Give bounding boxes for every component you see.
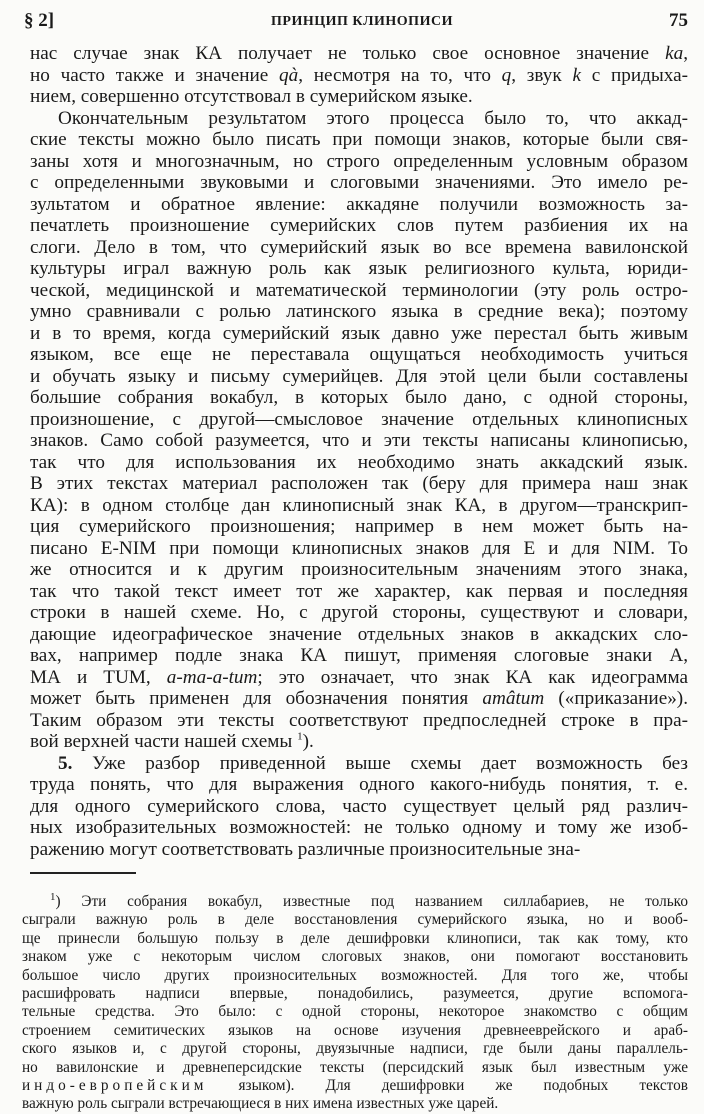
text-line — [22, 890, 688, 911]
text-line — [30, 237, 688, 259]
text-segment: но вавилонские и древнеперсидские тексты (персидский язык был известным уже — [22, 1058, 688, 1076]
text-line — [22, 1095, 688, 1113]
text-line — [30, 194, 688, 216]
text-segment: языком, все еще не переставала ощущаться необходимость учиться — [30, 344, 688, 365]
text-line — [22, 1040, 688, 1058]
text-segment: важную роль сыграли встречающиеся в них имена известных уже царей. — [22, 1095, 499, 1113]
text-line — [30, 172, 688, 194]
text-line — [30, 215, 688, 237]
text-line — [30, 581, 688, 603]
text-segment: с придыха- — [580, 64, 688, 86]
italic-term: a-ma-a-tum — [166, 666, 258, 688]
text-segment: труда понять, что для выражения одного какого-нибудь понятия, т. е. — [30, 774, 688, 795]
running-title: ПРИНЦИП КЛИНОПИСИ — [271, 14, 453, 29]
text-line — [30, 86, 688, 108]
text-segment: и в то время, когда сумерийский язык давно уже перестал быть живым — [30, 322, 688, 344]
text-line — [30, 108, 688, 130]
text-line — [30, 387, 688, 409]
text-line — [30, 366, 688, 388]
text-segment: ). — [302, 731, 314, 752]
text-line — [30, 710, 688, 732]
main-text — [30, 43, 688, 860]
text-line — [22, 1077, 688, 1095]
text-line — [30, 731, 688, 753]
text-line — [22, 1022, 688, 1040]
italic-term: ka — [665, 43, 684, 64]
text-segment: ; это означает, что знак КА как идеограмма — [257, 666, 689, 688]
text-segment: ческой, медицинской и математической терминологии (эту роль остро- — [30, 279, 688, 301]
text-segment: знаков. Само собой разумеется, что и эти тексты написаны клинописью, — [30, 430, 688, 451]
text-segment: сыграли важную роль в деле восстановления сумерийского языка, но и вооб- — [22, 911, 688, 929]
footnote-reference: 1 — [50, 890, 56, 903]
footnote-divider — [30, 872, 136, 874]
text-line — [30, 280, 688, 302]
text-segment: 5. — [58, 752, 73, 774]
text-line — [30, 43, 688, 65]
text-segment: культуры играл важную роль как язык религиозного культа, юриди- — [30, 258, 688, 279]
text-segment: печатлеть произношение сумерийских слов путем разбиения их на — [30, 215, 688, 236]
text-line — [30, 301, 688, 323]
text-line — [30, 774, 688, 796]
text-line — [30, 645, 688, 667]
text-line — [30, 688, 688, 710]
text-segment: языком). Для дешифровки же подобных текстов — [207, 1076, 688, 1094]
text-line — [22, 1059, 688, 1077]
text-segment: нием, совершенно отсутствовал в сумерийском языке. — [30, 86, 473, 107]
text-line — [30, 839, 688, 861]
text-line — [30, 323, 688, 345]
text-segment: , несмотря на то, что — [298, 64, 502, 86]
text-line — [30, 538, 688, 560]
text-segment: слоги. Дело в том, что сумерийский язык во все времена вавилонской — [30, 236, 688, 258]
text-segment: КА): в одном столбце дан клинописный знак КА, в другом—транскрип- — [30, 494, 688, 516]
text-segment: может быть применен для обозначения понятия — [30, 688, 483, 709]
text-line — [30, 667, 688, 689]
text-line — [30, 796, 688, 818]
text-segment: ражению могут соответствовать различные произносительные зна- — [30, 838, 581, 860]
text-segment: же относится и к другим произносительным значениям этого знака, — [30, 559, 688, 580]
italic-term: amâtum — [482, 688, 545, 709]
text-segment: и обучать языку и письму сумерийцев. Для этой цели были составлены — [30, 365, 688, 387]
text-line — [30, 129, 688, 151]
text-segment: строением семитических языков на основе изучения древнееврейского и араб- — [22, 1021, 688, 1039]
page-number: 75 — [669, 10, 688, 31]
text-segment: ных изобразительных возможностей: не только одному и тому же изоб- — [30, 817, 688, 838]
italic-term: qà — [279, 64, 299, 86]
text-segment: индо-европейским — [22, 1076, 208, 1094]
text-line — [22, 911, 688, 929]
text-segment: вой верхней части нашей схемы — [30, 731, 298, 752]
text-line — [30, 258, 688, 280]
text-segment: расшифровать надписи впервые, понадобились, разумеется, другие вспомога- — [22, 984, 688, 1002]
text-line — [30, 452, 688, 474]
text-segment: нас случае знак КА получает не только свое основное значение — [30, 43, 666, 64]
text-segment: знаком уже с некоторым числом слоговых знаков, они помогают восстановить — [22, 948, 688, 966]
text-segment: ще принесли большую пользу в деле дешифровки клинописи, так как тому, кто — [22, 929, 688, 947]
text-segment: ция сумерийского произношения; например в нем может быть на- — [30, 516, 688, 537]
text-segment: писано E-NIM при помощи клинописных знаков для E и для NIM. То — [30, 537, 688, 559]
footnote — [22, 890, 688, 1114]
text-segment: большое число других произносительных возможностей. Для того же, чтобы — [22, 966, 688, 984]
section-marker: § 2] — [24, 10, 55, 31]
italic-term: k — [572, 64, 581, 86]
text-line — [30, 430, 688, 452]
text-segment: Уже разбор приведенной выше схемы дает возможность без — [72, 752, 688, 774]
text-segment: заны хотя и многозначным, но строго определенным условным образом — [30, 150, 688, 172]
text-segment: дающие идеографическое значение отдельных знаков в аккадских сло- — [30, 623, 688, 645]
text-line — [22, 985, 688, 1003]
text-line — [30, 344, 688, 366]
text-line — [30, 473, 688, 495]
text-line — [30, 516, 688, 538]
text-segment: но часто также и значение — [30, 64, 280, 86]
text-line — [30, 624, 688, 646]
italic-term: q — [501, 64, 512, 86]
text-line — [30, 817, 688, 839]
text-segment: для одного сумерийского слова, часто существует целый ряд различ- — [30, 795, 688, 817]
text-segment: произношение, с другой—смысловое значение отдельных клинописных — [30, 408, 688, 430]
text-segment: вах, например подле знака КА пишут, применяя слоговые знаки A, — [30, 645, 688, 666]
text-segment: строки в нашей схеме. Но, с другой стороны, существуют и словари, — [30, 602, 688, 623]
text-segment: с определенными звуковыми и слоговыми значениями. Это имело ре- — [30, 172, 688, 193]
text-line — [22, 930, 688, 948]
text-segment: ские тексты можно было писать при помощи знаков, которые были свя- — [30, 129, 688, 150]
text-segment: тельные средства. Это было: с одной стороны, некоторое знакомство с общим — [22, 1003, 688, 1021]
text-line — [30, 753, 688, 775]
text-line — [30, 151, 688, 173]
text-segment: так что для использования их необходимо знать аккадский язык. — [30, 451, 688, 473]
text-line — [30, 65, 688, 87]
text-segment: умно сравнивали с ролью латинского языка в средние века); поэтому — [30, 301, 688, 322]
text-segment: зультатом и обратное явление: аккадяне получили возможность за- — [30, 193, 688, 215]
text-segment: ) Эти собрания вокабул, известные под названием силлабариев, не только — [55, 893, 688, 910]
text-line — [30, 495, 688, 517]
text-line — [22, 967, 688, 985]
text-segment: , — [683, 43, 688, 64]
text-line — [30, 559, 688, 581]
text-segment: Окончательным результатом этого процесса было то, что аккад- — [58, 107, 688, 129]
text-segment: так что такой текст имеет тот же характер, как первая и последняя — [30, 580, 688, 602]
text-line — [30, 602, 688, 624]
text-line — [30, 409, 688, 431]
text-segment: , звук — [511, 64, 573, 86]
text-line — [22, 1003, 688, 1021]
text-line — [22, 948, 688, 966]
text-segment: большие собрания вокабул, в которых было дано, с одной стороны, — [30, 387, 688, 408]
text-segment: Таким образом эти тексты соответствуют предпоследней строке в пра- — [30, 709, 688, 731]
text-segment: В этих текстах материал расположен так (беру для примера наш знак — [30, 473, 688, 494]
footnote-reference: 1 — [297, 730, 303, 743]
text-segment: ского языков и, с другой стороны, двуязычные надписи, где были даны параллель- — [22, 1040, 688, 1058]
text-segment: МА и TUM, — [30, 666, 167, 688]
text-segment: («приказание»). — [544, 688, 688, 709]
